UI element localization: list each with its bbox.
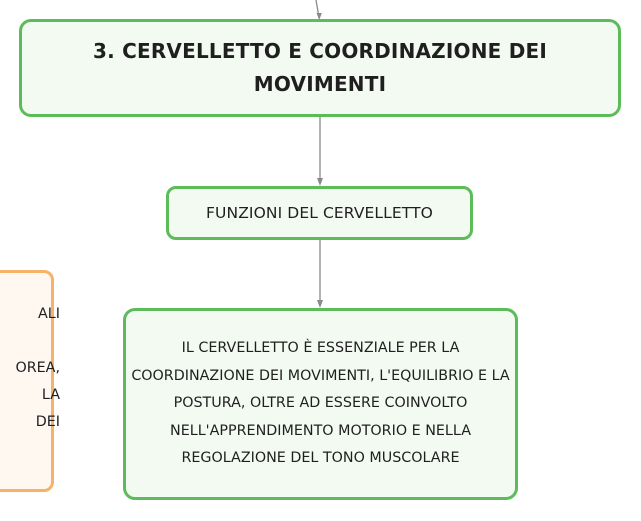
- topic-node-description[interactable]: [123, 308, 518, 500]
- side-text-line: LA: [41, 387, 60, 403]
- arrowhead-functions: [317, 178, 323, 186]
- side-text-line: OREA,: [15, 360, 60, 376]
- topic-description-text: IL CERVELLETTO È ESSENZIALE PER LA COORDINAZIONE DEI MOVIMENTI, L'EQUILIBRIO E LA POSTURA, OLTRE AD ESSERE COINVOLTO NELL'APPRENDIMENTO MOTORIO E NELLA REGOLAZIONE DEL TONO MUSCOLARE: [131, 340, 510, 467]
- side-topic-node-partial[interactable]: [0, 270, 60, 492]
- side-text-line: ALI: [38, 306, 60, 322]
- topic-functions-text: FUNZIONI DEL CERVELLETTO: [206, 204, 433, 222]
- side-text-line: DEI: [35, 414, 60, 430]
- topic-node-functions[interactable]: [166, 186, 473, 240]
- arrowhead-description: [317, 300, 323, 308]
- topic-title-text: 3. CERVELLETTO E COORDINAZIONE DEI MOVIMENTI: [93, 39, 547, 96]
- topic-node-title[interactable]: [19, 19, 621, 117]
